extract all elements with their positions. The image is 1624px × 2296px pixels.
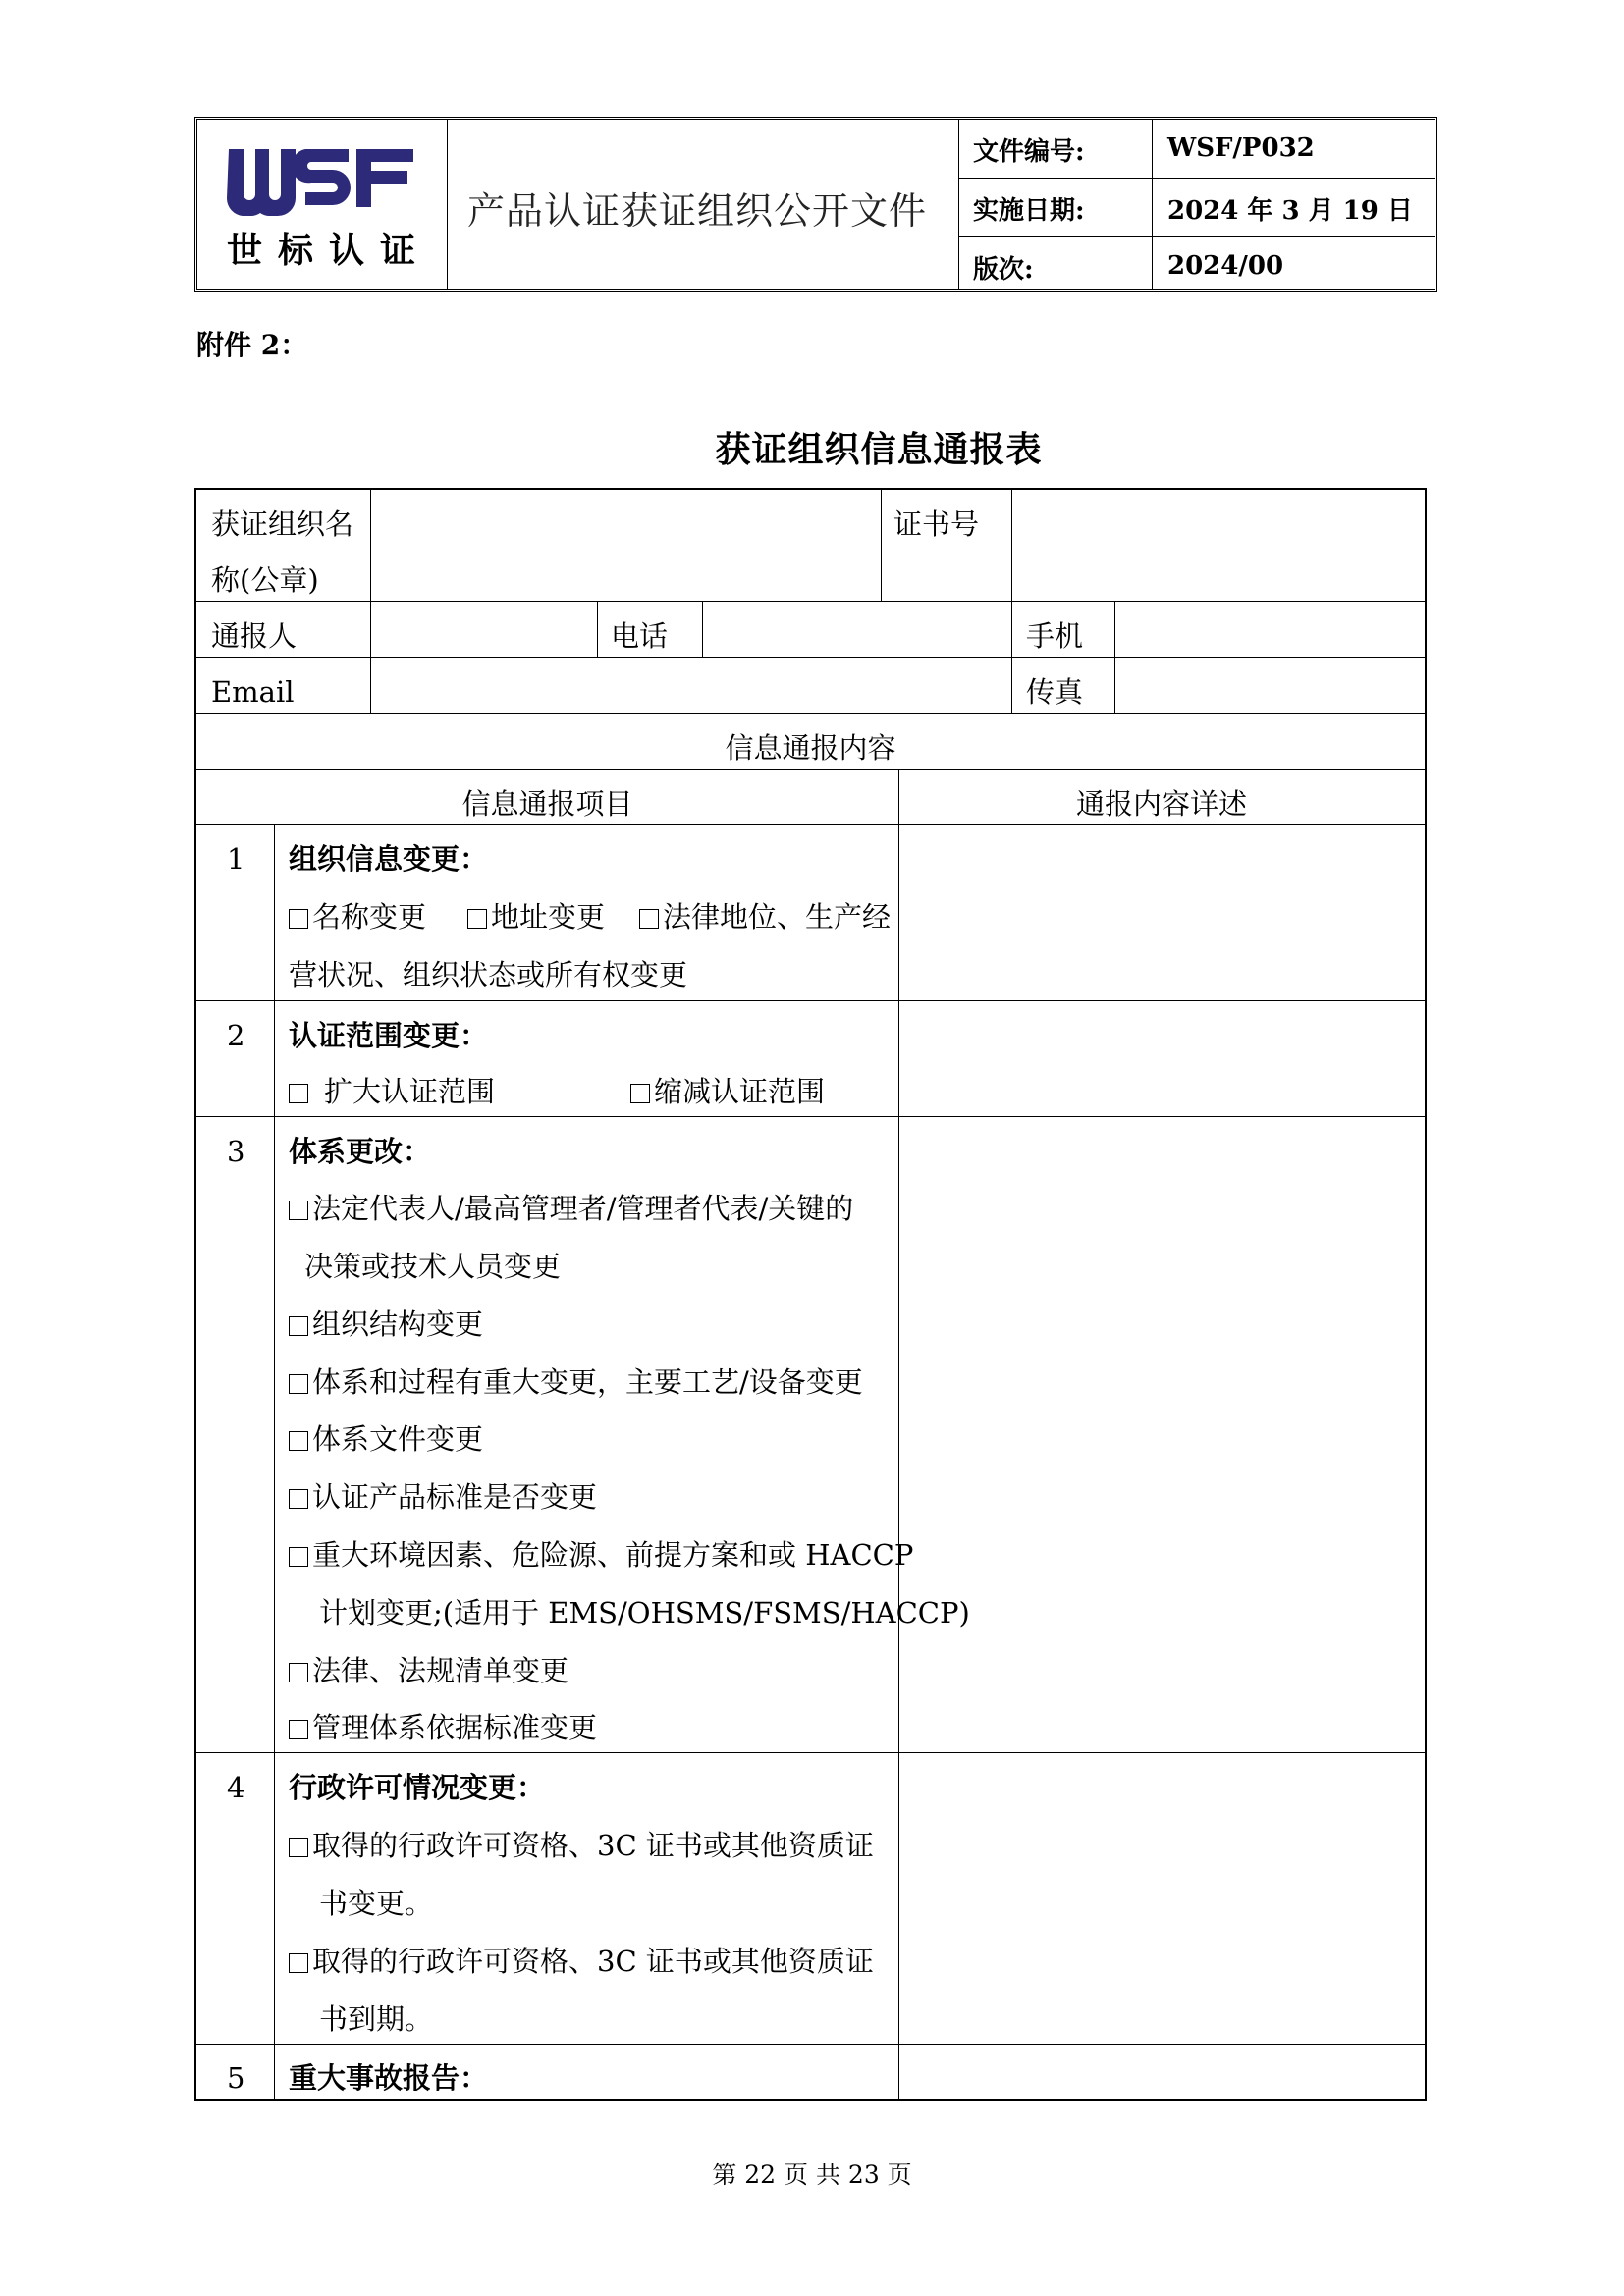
checkbox-icon[interactable] xyxy=(289,1953,308,1973)
effective-date-label: 实施日期: xyxy=(973,196,1085,226)
option-text-continued: 书变更。 xyxy=(319,1887,434,1920)
checkbox-option: 认证产品标准是否变更 xyxy=(289,1483,597,1512)
checkbox-icon[interactable] xyxy=(289,1374,308,1394)
header-divider xyxy=(958,178,1435,179)
email-label: Email xyxy=(211,675,295,709)
checkbox-icon[interactable] xyxy=(289,1316,308,1336)
col-divider xyxy=(274,824,275,2099)
page-number: 第 22 页 共 23 页 xyxy=(712,2161,912,2189)
effective-date-value: 2024 年 3 月 19 日 xyxy=(1167,196,1413,226)
checkbox-option: 缩减认证范围 xyxy=(630,1078,825,1106)
checkbox-option: 法律、法规清单变更 xyxy=(289,1657,568,1685)
header-divider xyxy=(958,120,959,289)
doc-number-label: 文件编号: xyxy=(973,137,1085,167)
column-header-items: 信息通报项目 xyxy=(461,787,633,821)
row-divider xyxy=(196,1116,1425,1117)
col-divider xyxy=(702,601,703,657)
item-number: 5 xyxy=(227,2061,245,2095)
row-divider xyxy=(196,713,1425,714)
org-name-label-2: 称(公章) xyxy=(211,563,319,597)
checkbox-icon[interactable] xyxy=(639,909,659,929)
row-divider xyxy=(196,1752,1425,1753)
item-number: 4 xyxy=(227,1771,245,1804)
checkbox-icon[interactable] xyxy=(289,1489,308,1509)
option-text-continued: 营状况、组织状态或所有权变更 xyxy=(289,958,688,991)
checkbox-icon[interactable] xyxy=(630,1084,650,1103)
version-value: 2024/00 xyxy=(1167,251,1284,281)
doc-number-value: WSF/P032 xyxy=(1167,133,1315,163)
checkbox-icon[interactable] xyxy=(467,909,487,929)
checkbox-icon[interactable] xyxy=(289,909,308,929)
phone-label: 电话 xyxy=(611,619,669,653)
checkbox-icon[interactable] xyxy=(289,1431,308,1451)
org-name-label: 获证组织名 xyxy=(211,507,354,541)
option-text-continued: 计划变更;(适用于 EMS/OHSMS/FSMS/HACCP) xyxy=(319,1596,970,1629)
logo-chinese-text: 世标认证 xyxy=(227,231,432,271)
checkbox-option: 取得的行政许可资格、3C 证书或其他资质证 xyxy=(289,1948,874,1976)
document-title: 产品认证获证组织公开文件 xyxy=(467,189,928,233)
checkbox-icon[interactable] xyxy=(289,1838,308,1857)
item-title: 体系更改： xyxy=(289,1135,432,1168)
form-title: 获证组织信息通报表 xyxy=(715,429,1043,470)
row-divider xyxy=(196,824,1425,825)
col-divider xyxy=(881,490,882,601)
row-divider xyxy=(196,1000,1425,1001)
checkbox-option: 法律地位、生产经 xyxy=(639,903,891,932)
attachment-label: 附件 2： xyxy=(196,329,308,361)
checkbox-icon[interactable] xyxy=(289,1547,308,1567)
checkbox-icon[interactable] xyxy=(289,1084,308,1103)
item-title: 组织信息变更： xyxy=(289,842,489,876)
row-divider xyxy=(196,769,1425,770)
row-divider xyxy=(196,657,1425,658)
checkbox-option: 名称变更 xyxy=(289,903,426,932)
checkbox-option: 取得的行政许可资格、3C 证书或其他资质证 xyxy=(289,1832,874,1860)
checkbox-option: 扩大认证范围 xyxy=(289,1078,495,1106)
item-title: 行政许可情况变更： xyxy=(289,1771,546,1804)
item-number: 2 xyxy=(227,1019,245,1052)
item-title: 重大事故报告： xyxy=(289,2061,489,2095)
item-number: 1 xyxy=(227,842,245,876)
col-divider xyxy=(898,769,899,2099)
row-divider xyxy=(196,2044,1425,2045)
header-divider xyxy=(958,236,1435,237)
header-divider xyxy=(447,120,448,289)
item-number: 3 xyxy=(227,1135,245,1168)
fax-label: 传真 xyxy=(1026,675,1084,709)
col-divider xyxy=(1114,601,1115,713)
document-header xyxy=(194,117,1437,292)
section-heading: 信息通报内容 xyxy=(725,731,896,765)
checkbox-option: 地址变更 xyxy=(467,903,605,932)
column-header-details: 通报内容详述 xyxy=(1075,787,1247,821)
info-report-form xyxy=(194,488,1427,2101)
checkbox-option: 法定代表人/最高管理者/管理者代表/关键的 xyxy=(289,1195,853,1223)
col-divider xyxy=(1011,490,1012,713)
header-divider xyxy=(1152,120,1153,289)
option-text-continued: 书到期。 xyxy=(319,2002,434,2036)
checkbox-icon[interactable] xyxy=(289,1201,308,1220)
checkbox-option: 体系文件变更 xyxy=(289,1425,483,1454)
version-label: 版次: xyxy=(973,255,1034,285)
col-divider xyxy=(597,601,598,657)
cert-no-label: 证书号 xyxy=(893,507,980,541)
col-divider xyxy=(370,490,371,713)
option-text-continued: 决策或技术人员变更 xyxy=(304,1250,562,1283)
wsf-logo-icon xyxy=(227,143,415,234)
checkbox-icon[interactable] xyxy=(289,1663,308,1682)
checkbox-option: 重大环境因素、危险源、前提方案和或 HACCP xyxy=(289,1541,913,1570)
checkbox-option: 管理体系依据标准变更 xyxy=(289,1714,597,1742)
checkbox-option: 组织结构变更 xyxy=(289,1310,483,1339)
row-divider xyxy=(196,601,1425,602)
mobile-label: 手机 xyxy=(1026,619,1084,653)
item-title: 认证范围变更： xyxy=(289,1019,489,1052)
checkbox-icon[interactable] xyxy=(289,1720,308,1739)
checkbox-option: 体系和过程有重大变更，主要工艺/设备变更 xyxy=(289,1368,863,1397)
reporter-label: 通报人 xyxy=(211,619,298,653)
